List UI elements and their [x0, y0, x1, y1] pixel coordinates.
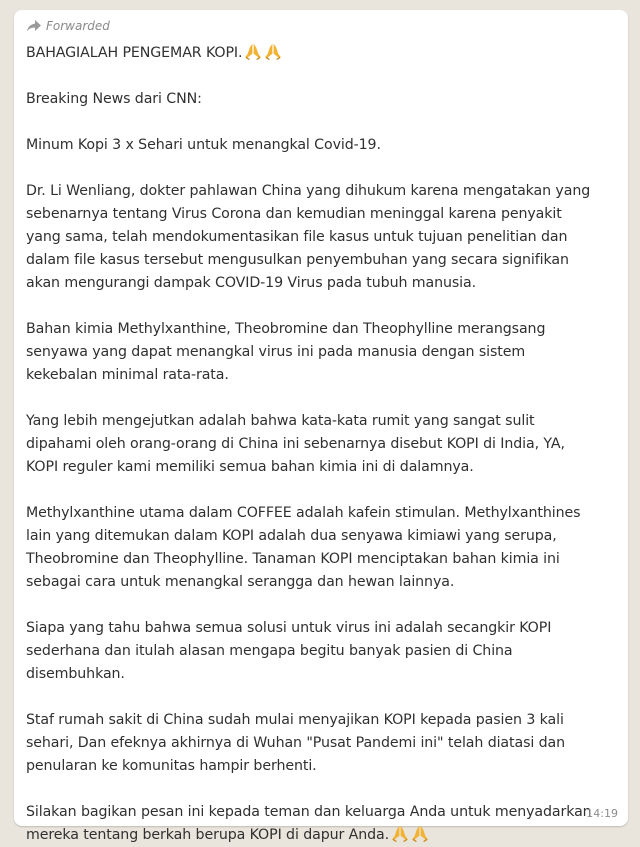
- message-line: Methylxanthine utama dalam COFFEE adalah kafein stimulan. Methylxanthines: [26, 505, 581, 521]
- message-line: KOPI reguler kami memiliki semua bahan kimia ini di dalamnya.: [26, 459, 474, 475]
- message-line: senyawa yang dapat menangkal virus ini pada manusia dengan sistem: [26, 344, 526, 360]
- message-bubble[interactable]: [14, 10, 628, 843]
- message-timestamp: 14:19: [586, 807, 618, 820]
- message-paragraph: [26, 502, 618, 594]
- message-line: lain yang ditemukan dalam KOPI adalah dua senyawa kimiawi yang serupa,: [26, 528, 557, 544]
- folded-hands-emoji: [411, 824, 429, 842]
- message-line: Yang lebih mengejutkan adalah bahwa kata-kata rumit yang sangat sulit: [26, 413, 535, 429]
- message-paragraph: [26, 617, 618, 686]
- message-text: [26, 42, 618, 847]
- message-paragraph: [26, 709, 618, 778]
- message-line: Minum Kopi 3 x Sehari untuk menangkal Covid-19.: [26, 137, 381, 153]
- message-headline: [26, 42, 618, 65]
- message-line: sebenarnya tentang Virus Corona dan kemudian meninggal karena penyakit: [26, 206, 562, 222]
- headline-emojis: [242, 45, 282, 61]
- message-line: sehari, Dan efeknya akhirnya di Wuhan "Pusat Pandemi ini" telah diatasi dan: [26, 735, 566, 751]
- message-line: sebagai cara untuk menangkal serangga dan hewan lainnya.: [26, 574, 455, 590]
- message-line: penularan ke komunitas hampir berhenti.: [26, 758, 317, 774]
- forwarded-indicator: [26, 16, 618, 36]
- message-paragraph: [26, 801, 618, 847]
- message-paragraph: [26, 88, 618, 111]
- message-line: Bahan kimia Methylxanthine, Theobromine dan Theophylline merangsang: [26, 321, 546, 337]
- forwarded-label: Forwarded: [46, 19, 110, 33]
- message-line: Silakan bagikan pesan ini kepada teman dan keluarga Anda untuk menyadarkan: [26, 804, 592, 820]
- folded-hands-emoji: [264, 42, 282, 60]
- message-line: Dr. Li Wenliang, dokter pahlawan China yang dihukum karena mengatakan yang: [26, 183, 591, 199]
- message-line: kekebalan minimal rata-rata.: [26, 367, 229, 383]
- message-line: akan mengurangi dampak COVID-19 Virus pada tubuh manusia.: [26, 275, 476, 291]
- message-paragraph: [26, 318, 618, 387]
- forward-arrow-icon: [26, 19, 42, 33]
- headline-text: BAHAGIALAH PENGEMAR KOPI.: [26, 45, 243, 61]
- message-paragraph: [26, 410, 618, 479]
- folded-hands-emoji: [391, 824, 409, 842]
- folded-hands-emoji: [244, 42, 262, 60]
- message-line: sederhana dan itulah alasan mengapa begitu banyak pasien di China: [26, 643, 513, 659]
- message-line: dipahami oleh orang-orang di China ini sebenarnya disebut KOPI di India, YA,: [26, 436, 565, 452]
- message-paragraph: [26, 180, 618, 295]
- message-paragraph: [26, 134, 618, 157]
- message-line: Theobromine dan Theophylline. Tanaman KOPI menciptakan bahan kimia ini: [26, 551, 560, 567]
- message-line: Siapa yang tahu bahwa semua solusi untuk virus ini adalah secangkir KOPI: [26, 620, 552, 636]
- message-line: yang sama, telah mendokumentasikan file kasus untuk tujuan penelitian dan: [26, 229, 568, 245]
- message-line: mereka tentang berkah berupa KOPI di dapur Anda.: [26, 824, 618, 847]
- message-line: disembuhkan.: [26, 666, 125, 682]
- message-line: dalam file kasus tersebut mengusulkan penyembuhan yang secara signifikan: [26, 252, 569, 268]
- message-line: Staf rumah sakit di China sudah mulai menyajikan KOPI kepada pasien 3 kali: [26, 712, 564, 728]
- message-line: Breaking News dari CNN:: [26, 91, 202, 107]
